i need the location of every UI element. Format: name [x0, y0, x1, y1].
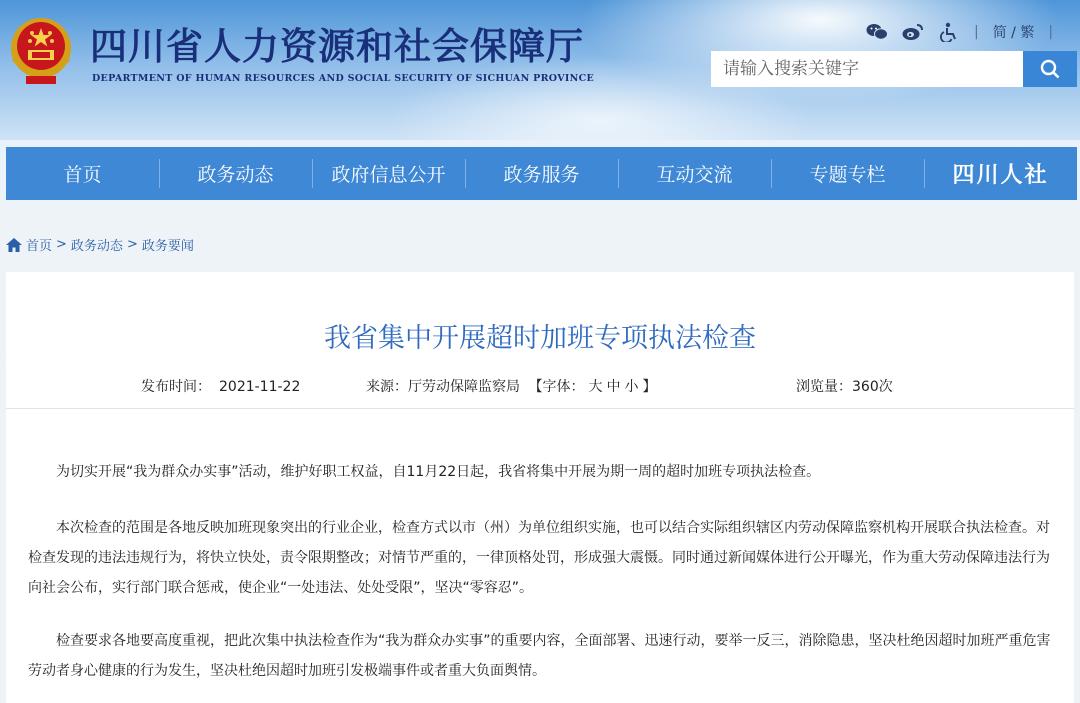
utility-bar	[866, 22, 1053, 42]
source-label: 来源：	[366, 379, 408, 395]
home-icon	[6, 238, 22, 252]
main-nav	[6, 147, 1077, 200]
source-value: 厅劳动保障监察局	[408, 379, 520, 395]
publish-label: 发布时间：	[141, 379, 211, 395]
article-card	[6, 272, 1074, 703]
site-title: 四川省人力资源和社会保障厅	[90, 24, 584, 68]
site-subtitle: DEPARTMENT OF HUMAN RESOURCES AND SOCIAL SECURITY OF SICHUAN PROVINCE	[92, 73, 595, 84]
source-row	[366, 376, 656, 396]
national-emblem-icon	[8, 14, 74, 90]
search-bar	[711, 51, 1077, 87]
nav-item-services[interactable]: 政务服务	[465, 147, 618, 200]
article-title: 我省集中开展超时加班专项执法检查	[324, 323, 756, 354]
nav-item-interaction[interactable]: 互动交流	[618, 147, 771, 200]
breadcrumb-news[interactable]: 政务动态	[70, 239, 123, 254]
article-paragraph: 检查要求各地要高度重视，把此次集中执法检查作为“我为群众办实事”的重要内容，全面部署、迅速行动，要举一反三，消除隐患，坚决杜绝因超时加班严重危害劳动者身心健康的行为发生，坚决杜绝因超时加班引发极端事件或者重大负面舆情。	[28, 633, 1051, 679]
article-paragraph: 本次检查的范围是各地反映加班现象突出的行业企业，检查方式以市（州）为单位组织实施，也可以结合实际组织辖区内劳动保障监察机构开展联合执法检查。对检查发现的违法违规行为，将快立快处，责令限期整改；对情节严重的，一律顶格处罚，形成强大震慑。同时通过新闻媒体进行公开曝光，作为重大劳动保障违法行为向社会公布，实行部门联合惩戒，使企业“一处违法、处处受限”，坚决“零容忍”。	[28, 520, 1050, 596]
publish-date: 2021-11-22	[219, 379, 301, 395]
search-icon	[1039, 58, 1061, 80]
font-large-button[interactable]: 大	[588, 379, 603, 395]
views-label: 浏览量：	[796, 379, 852, 395]
article-paragraph: 为切实开展“我为群众办实事”活动，维护好职工权益，自11月22日起，我省将集中开展为期一周的超时加班专项执法检查。	[56, 464, 821, 480]
breadcrumb-current[interactable]: 政务要闻	[141, 239, 194, 254]
nav-item-gov-info[interactable]: 政府信息公开	[312, 147, 465, 200]
divider: |	[974, 24, 979, 40]
search-button[interactable]	[1023, 51, 1077, 87]
breadcrumb-separator: >	[56, 237, 67, 252]
search-input[interactable]	[711, 51, 1023, 87]
breadcrumb	[6, 235, 194, 254]
breadcrumb-home[interactable]: 首页	[26, 239, 53, 254]
divider: |	[1048, 24, 1054, 40]
weibo-icon[interactable]	[902, 22, 924, 42]
nav-item-news[interactable]: 政务动态	[159, 147, 312, 200]
language-switch[interactable]: 简 / 繁	[992, 25, 1035, 41]
font-size-label: 【字体：	[528, 379, 585, 395]
font-medium-button[interactable]: 中	[606, 379, 621, 395]
nav-item-home[interactable]: 首页	[63, 164, 102, 186]
divider	[6, 408, 1074, 409]
sichuan-hrss-logo[interactable]: 四川人社	[924, 147, 1077, 200]
views-count: 360次	[852, 379, 893, 395]
publish-date-row	[141, 376, 300, 396]
nav-item-topics[interactable]: 专题专栏	[771, 147, 924, 200]
header-banner	[0, 0, 1080, 140]
accessibility-icon[interactable]	[938, 22, 960, 42]
font-small-button[interactable]: 小	[624, 379, 639, 395]
breadcrumb-separator: >	[126, 237, 138, 252]
wechat-icon[interactable]	[866, 22, 888, 42]
font-size-close: 】	[642, 379, 657, 395]
views-row	[796, 376, 893, 396]
